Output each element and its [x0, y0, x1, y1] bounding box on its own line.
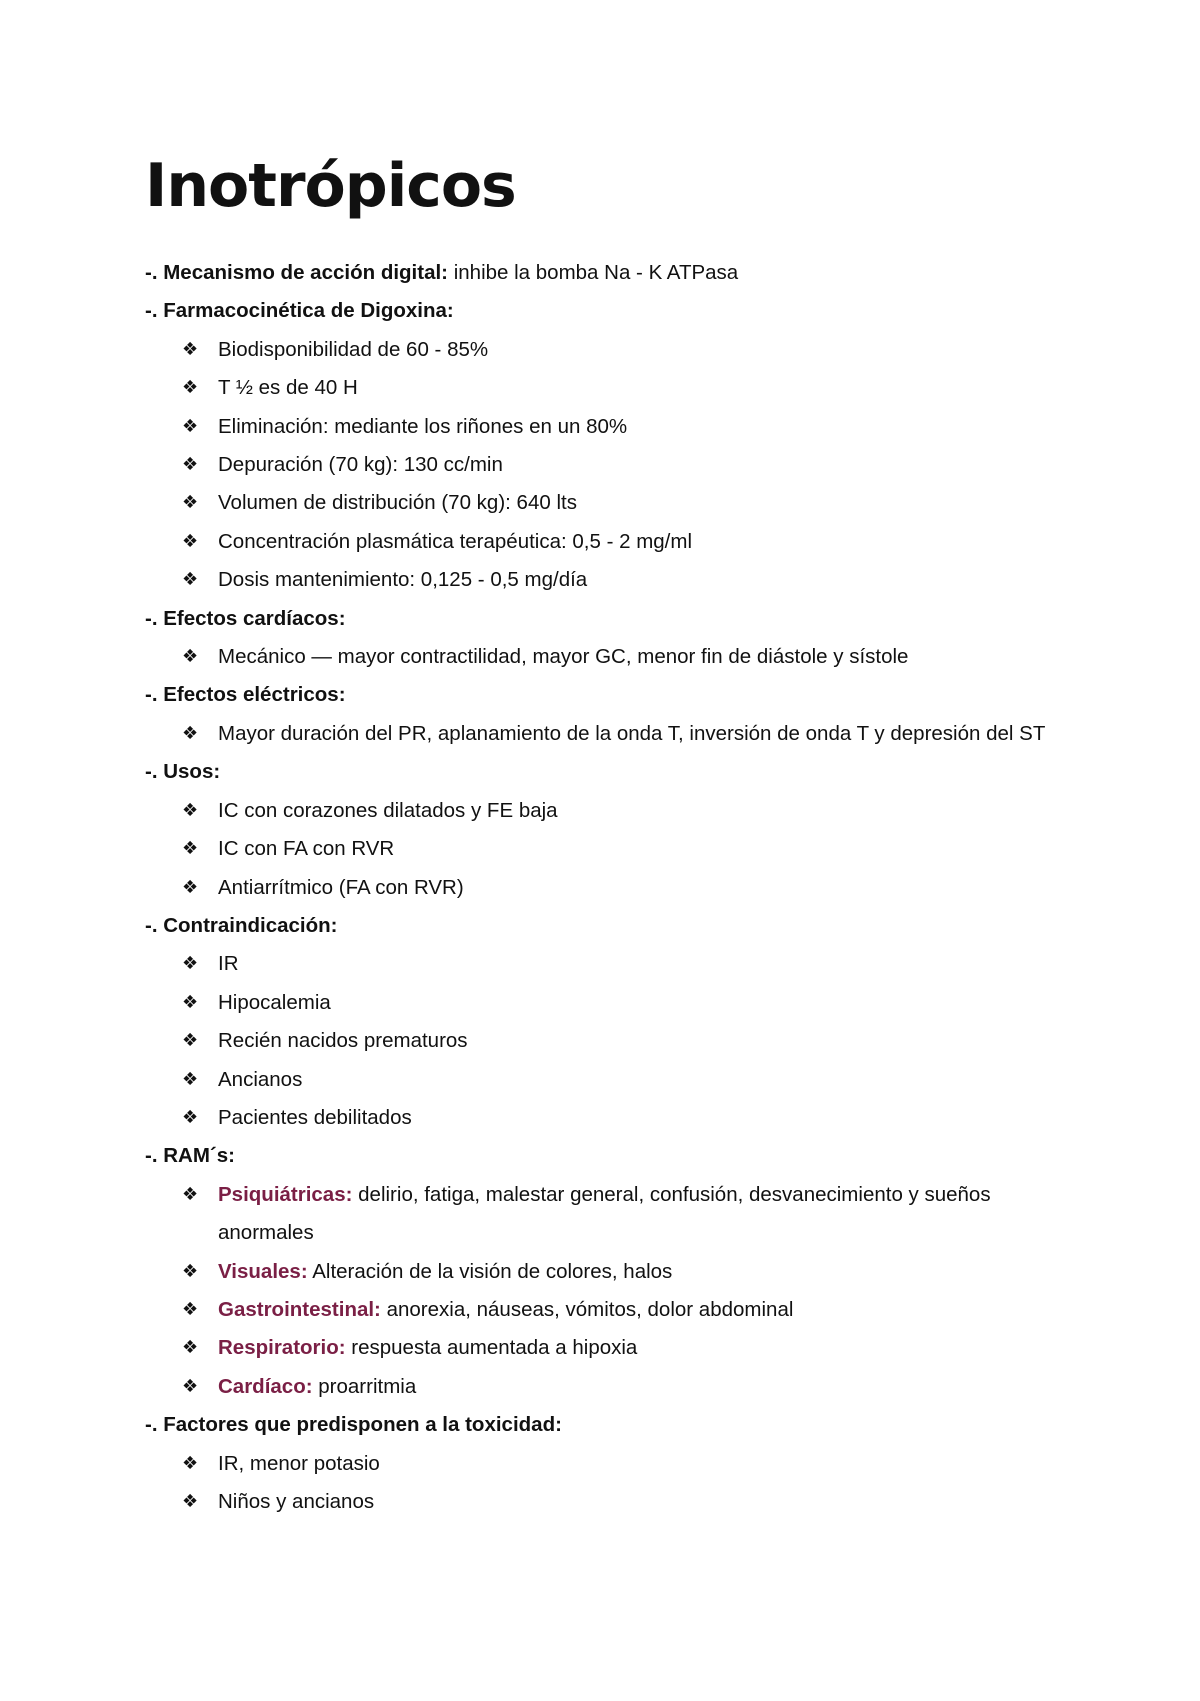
- list-item: ❖ Biodisponibilidad de 60 - 85%: [145, 331, 1065, 369]
- section-heading-pharmacokinetics: -. Farmacocinética de Digoxina:: [145, 299, 454, 323]
- cardiac-effects-list: [145, 638, 1065, 676]
- uses-list: [145, 792, 1065, 907]
- list-item: ❖ Gastrointestinal: anorexia, náuseas, vómitos, dolor abdominal: [145, 1291, 1065, 1329]
- list-item: ❖ Eliminación: mediante los riñones en un 80%: [145, 408, 1065, 446]
- list-item: ❖ Volumen de distribución (70 kg): 640 lts: [145, 484, 1065, 522]
- diamond-star-icon: ❖: [182, 1068, 199, 1090]
- diamond-star-icon: ❖: [182, 338, 199, 360]
- diamond-star-icon: ❖: [182, 1452, 199, 1474]
- list-item: ❖ Cardíaco: proarritmia: [145, 1368, 1065, 1406]
- diamond-star-icon: ❖: [182, 1375, 199, 1397]
- contraindications-list: [145, 945, 1065, 1137]
- list-item: ❖ T ½ es de 40 H: [145, 369, 1065, 407]
- electric-effects-list: [145, 715, 1065, 753]
- toxicity-factors-list: [145, 1445, 1065, 1522]
- list-item: ❖ Niños y ancianos: [145, 1483, 1065, 1521]
- section-heading-toxicity-factors: -. Factores que predisponen a la toxicidad:: [145, 1413, 562, 1437]
- diamond-star-icon: ❖: [182, 1030, 199, 1052]
- diamond-star-icon: ❖: [182, 838, 199, 860]
- ram-label: Respiratorio:: [218, 1336, 346, 1360]
- page-title: Inotrópicos: [145, 151, 516, 221]
- list-item: ❖ IR: [145, 945, 1065, 983]
- ram-label: Visuales:: [218, 1259, 308, 1283]
- ram-label: Psiquiátricas:: [218, 1182, 353, 1206]
- diamond-star-icon: ❖: [182, 646, 199, 668]
- section-heading-adverse-reactions: -. RAM´s:: [145, 1144, 235, 1168]
- diamond-star-icon: ❖: [182, 1491, 199, 1512]
- list-item: ❖ IR, menor potasio: [145, 1445, 1065, 1483]
- list-item: ❖ Pacientes debilitados: [145, 1099, 1065, 1137]
- section-heading-contraindications: -. Contraindicación:: [145, 913, 338, 937]
- list-item: ❖ Mecánico — mayor contractilidad, mayor GC, menor fin de diástole y sístole: [145, 638, 1065, 676]
- list-item: ❖ Concentración plasmática terapéutica: 0,5 - 2 mg/ml: [145, 523, 1065, 561]
- diamond-star-icon: ❖: [182, 1337, 199, 1359]
- diamond-star-icon: ❖: [182, 569, 199, 591]
- list-item: ❖ Dosis mantenimiento: 0,125 - 0,5 mg/día: [145, 561, 1065, 599]
- diamond-star-icon: ❖: [182, 377, 199, 399]
- diamond-star-icon: ❖: [182, 454, 199, 476]
- section-heading-mechanism: -. Mecanismo de acción digital:: [145, 261, 449, 284]
- ram-label: Gastrointestinal:: [218, 1297, 381, 1321]
- document-body: [145, 254, 1065, 1521]
- list-item: ❖ Ancianos: [145, 1061, 1065, 1099]
- diamond-star-icon: ❖: [182, 991, 199, 1013]
- diamond-star-icon: ❖: [182, 953, 199, 975]
- list-item: ❖ Depuración (70 kg): 130 cc/min: [145, 446, 1065, 484]
- diamond-star-icon: ❖: [182, 530, 199, 552]
- list-item: ❖ IC con FA con RVR: [145, 830, 1065, 868]
- list-item: ❖ IC con corazones dilatados y FE baja: [145, 792, 1065, 830]
- pharmacokinetics-list: [145, 331, 1065, 600]
- diamond-star-icon: ❖: [182, 415, 199, 437]
- list-item: ❖ Mayor duración del PR, aplanamiento de la onda T, inversión de onda T y depresión del ST: [145, 715, 1065, 753]
- section-heading-cardiac-effects: -. Efectos cardíacos:: [145, 606, 346, 630]
- section-heading-electric-effects: -. Efectos eléctricos:: [145, 683, 346, 707]
- list-item: ❖ Antiarrítmico (FA con RVR): [145, 869, 1065, 907]
- list-item: ❖ Respiratorio: respuesta aumentada a hipoxia: [145, 1329, 1065, 1367]
- diamond-star-icon: ❖: [182, 876, 199, 898]
- list-item: ❖ Visuales: Alteración de la visión de colores, halos: [145, 1253, 1065, 1291]
- diamond-star-icon: ❖: [182, 1298, 199, 1320]
- diamond-star-icon: ❖: [182, 492, 199, 514]
- diamond-star-icon: ❖: [182, 799, 199, 821]
- ram-label: Cardíaco:: [218, 1374, 313, 1398]
- mechanism-line: [145, 254, 1065, 292]
- section-heading-uses: -. Usos:: [145, 760, 221, 784]
- mechanism-text: inhibe la bomba Na - K ATPasa: [448, 261, 739, 284]
- adverse-reactions-list: [145, 1176, 1065, 1406]
- diamond-star-icon: ❖: [182, 1106, 199, 1128]
- list-item: ❖ Hipocalemia: [145, 984, 1065, 1022]
- list-item: ❖ Psiquiátricas: delirio, fatiga, malestar general, confusión, desvanecimiento y sueños anormales: [145, 1176, 1065, 1253]
- diamond-star-icon: ❖: [182, 722, 199, 744]
- diamond-star-icon: ❖: [182, 1260, 199, 1282]
- list-item: ❖ Recién nacidos prematuros: [145, 1022, 1065, 1060]
- diamond-star-icon: ❖: [182, 1183, 199, 1205]
